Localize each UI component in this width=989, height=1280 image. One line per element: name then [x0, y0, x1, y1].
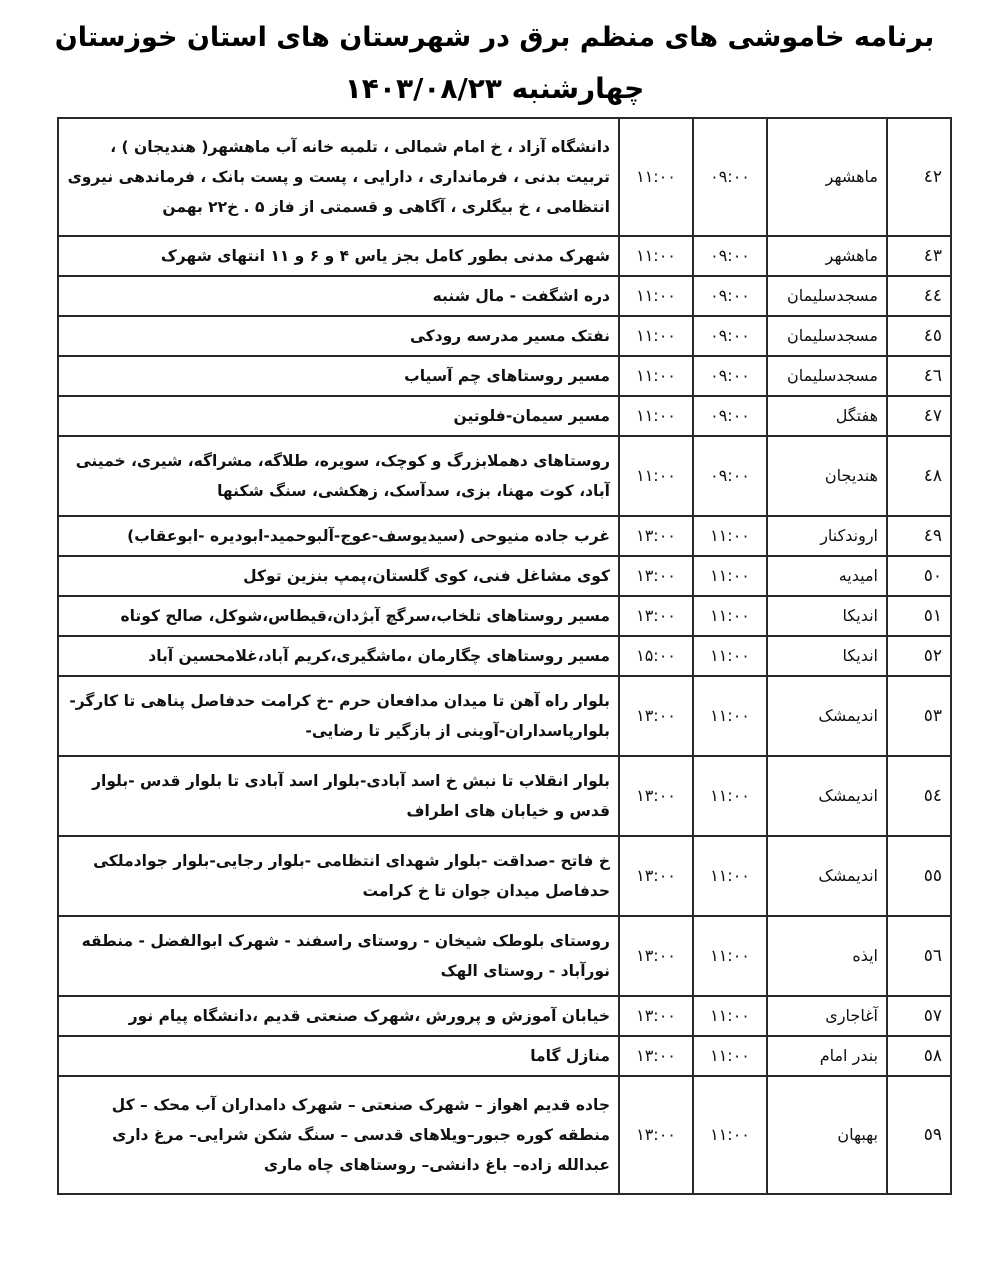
- start-time-cell: ۰۹:۰۰: [693, 396, 767, 436]
- city-cell: اندیکا: [767, 636, 887, 676]
- areas-cell: غرب جاده منیوحی (سیدیوسف-عوج-آلبوحمید-ابودیره -ابوعقاب): [58, 516, 619, 556]
- table-row: [58, 1036, 951, 1076]
- row-number: ٤٩: [887, 516, 951, 556]
- start-time-cell: ۱۱:۰۰: [693, 516, 767, 556]
- row-number: ٥٤: [887, 756, 951, 836]
- areas-cell: دانشگاه آزاد ، خ امام شمالی ، تلمبه خانه آب ماهشهر( هندیجان ) ، تربیت بدنی ، فرمانداری ، دارایی ، پست و پست بانک ، فرماندهی نیروی انتظامی ، خ بیگلری ، آگاهی و قسمتی از فاز ۵ . خ۲۲ بهمن: [58, 118, 619, 236]
- start-time-cell: ۰۹:۰۰: [693, 276, 767, 316]
- table-row: [58, 916, 951, 996]
- row-number: ٤٧: [887, 396, 951, 436]
- areas-cell: مسیر روستاهای تلخاب،سرگچ آبژدان،قیطاس،شوکل، صالح کوتاه: [58, 596, 619, 636]
- city-cell: اندیکا: [767, 596, 887, 636]
- row-number: ٥٩: [887, 1076, 951, 1194]
- end-time-cell: ۱۱:۰۰: [619, 118, 693, 236]
- table-row: [58, 1076, 951, 1194]
- table-row: [58, 676, 951, 756]
- table-row: [58, 516, 951, 556]
- table-row: [58, 436, 951, 516]
- city-cell: امیدیه: [767, 556, 887, 596]
- areas-cell: منازل گاما: [58, 1036, 619, 1076]
- areas-cell: مسیر روستاهای چگارمان ،ماشگیری،کریم آباد،غلامحسین آباد: [58, 636, 619, 676]
- city-cell: ایذه: [767, 916, 887, 996]
- areas-cell: روستای بلوطک شیخان - روستای راسفند - شهرک ابوالفضل - منطقه نورآباد - روستای الهک: [58, 916, 619, 996]
- city-cell: مسجدسلیمان: [767, 276, 887, 316]
- row-number: ٥٧: [887, 996, 951, 1036]
- table-row: [58, 118, 951, 236]
- city-cell: اندیمشک: [767, 756, 887, 836]
- end-time-cell: ۱۳:۰۰: [619, 916, 693, 996]
- table-row: [58, 276, 951, 316]
- start-time-cell: ۱۱:۰۰: [693, 1076, 767, 1194]
- start-time-cell: ۰۹:۰۰: [693, 436, 767, 516]
- start-time-cell: ۱۱:۰۰: [693, 916, 767, 996]
- city-cell: اندیمشک: [767, 836, 887, 916]
- start-time-cell: ۰۹:۰۰: [693, 118, 767, 236]
- city-cell: اروندکنار: [767, 516, 887, 556]
- table-row: [58, 596, 951, 636]
- areas-cell: خ فاتح -صداقت -بلوار شهدای انتظامی -بلوار رجایی-بلوار جوادملکی حدفاصل میدان جوان تا خ کرامت: [58, 836, 619, 916]
- end-time-cell: ۱۳:۰۰: [619, 756, 693, 836]
- city-cell: آغاجاری: [767, 996, 887, 1036]
- end-time-cell: ۱۳:۰۰: [619, 1076, 693, 1194]
- row-number: ٤٢: [887, 118, 951, 236]
- start-time-cell: ۰۹:۰۰: [693, 316, 767, 356]
- row-number: ٤٨: [887, 436, 951, 516]
- start-time-cell: ۱۱:۰۰: [693, 1036, 767, 1076]
- end-time-cell: ۱۱:۰۰: [619, 436, 693, 516]
- row-number: ٤٤: [887, 276, 951, 316]
- row-number: ٥٠: [887, 556, 951, 596]
- areas-cell: خیابان آموزش و پرورش ،شهرک صنعتی قدیم ،دانشگاه پیام نور: [58, 996, 619, 1036]
- table-row: [58, 836, 951, 916]
- city-cell: بهبهان: [767, 1076, 887, 1194]
- row-number: ٥١: [887, 596, 951, 636]
- row-number: ٥٨: [887, 1036, 951, 1076]
- end-time-cell: ۱۳:۰۰: [619, 556, 693, 596]
- start-time-cell: ۱۱:۰۰: [693, 676, 767, 756]
- end-time-cell: ۱۱:۰۰: [619, 356, 693, 396]
- end-time-cell: ۱۱:۰۰: [619, 316, 693, 356]
- start-time-cell: ۰۹:۰۰: [693, 236, 767, 276]
- end-time-cell: ۱۵:۰۰: [619, 636, 693, 676]
- row-number: ٥٣: [887, 676, 951, 756]
- table-row: [58, 236, 951, 276]
- row-number: ٥٢: [887, 636, 951, 676]
- end-time-cell: ۱۳:۰۰: [619, 996, 693, 1036]
- end-time-cell: ۱۳:۰۰: [619, 676, 693, 756]
- city-cell: مسجدسلیمان: [767, 316, 887, 356]
- table-row: [58, 996, 951, 1036]
- end-time-cell: ۱۳:۰۰: [619, 596, 693, 636]
- city-cell: هفتگل: [767, 396, 887, 436]
- areas-cell: جاده قدیم اهواز – شهرک صنعتی – شهرک دامداران آب محک – کل منطقه کوره جبور–ویلاهای قدسی – سنگ شکن شرایی– مرغ داری عبدالله زاده– باغ دانشی– روستاهای چاه ماری: [58, 1076, 619, 1194]
- row-number: ٥٥: [887, 836, 951, 916]
- city-cell: اندیمشک: [767, 676, 887, 756]
- outage-schedule-table: [57, 117, 952, 1195]
- page-title: برنامه خاموشی های منظم برق در شهرستان های استان خوزستان: [54, 22, 935, 53]
- city-cell: ماهشهر: [767, 236, 887, 276]
- end-time-cell: ۱۳:۰۰: [619, 1036, 693, 1076]
- table-row: [58, 636, 951, 676]
- start-time-cell: ۱۱:۰۰: [693, 836, 767, 916]
- table-row: [58, 396, 951, 436]
- city-cell: بندر امام: [767, 1036, 887, 1076]
- end-time-cell: ۱۱:۰۰: [619, 236, 693, 276]
- areas-cell: بلوار راه آهن تا میدان مدافعان حرم -خ کرامت حدفاصل پناهی تا کارگر-بلوارپاسداران-آوینی از بازگیر تا رضایی-: [58, 676, 619, 756]
- end-time-cell: ۱۱:۰۰: [619, 276, 693, 316]
- end-time-cell: ۱۱:۰۰: [619, 396, 693, 436]
- start-time-cell: ۱۱:۰۰: [693, 556, 767, 596]
- areas-cell: مسیر روستاهای چم آسیاب: [58, 356, 619, 396]
- city-cell: هندیجان: [767, 436, 887, 516]
- areas-cell: روستاهای دهملابزرگ و کوچک، سویره، طلاگه، مشراگه، شیری، خمینی آباد، کوت مهنا، بزی، سدآسک، زهکشی، سنگ شکنها: [58, 436, 619, 516]
- areas-cell: دره اشگفت - مال شنبه: [58, 276, 619, 316]
- end-time-cell: ۱۳:۰۰: [619, 836, 693, 916]
- end-time-cell: ۱۳:۰۰: [619, 516, 693, 556]
- date-heading: چهارشنبه ۱۴۰۳/۰۸/۲۳: [344, 72, 645, 105]
- row-number: ٤٣: [887, 236, 951, 276]
- areas-cell: بلوار انقلاب تا نبش خ اسد آبادی-بلوار اسد آبادی تا بلوار قدس -بلوار قدس و خیابان های اطراف: [58, 756, 619, 836]
- start-time-cell: ۱۱:۰۰: [693, 756, 767, 836]
- table-row: [58, 316, 951, 356]
- table-row: [58, 356, 951, 396]
- table-row: [58, 756, 951, 836]
- row-number: ٤٦: [887, 356, 951, 396]
- areas-cell: کوی مشاغل فنی، کوی گلستان،پمپ بنزین توکل: [58, 556, 619, 596]
- areas-cell: شهرک مدنی بطور کامل بجز یاس ۴ و ۶ و ۱۱ انتهای شهرک: [58, 236, 619, 276]
- start-time-cell: ۱۱:۰۰: [693, 636, 767, 676]
- start-time-cell: ۱۱:۰۰: [693, 596, 767, 636]
- row-number: ٤٥: [887, 316, 951, 356]
- table-row: [58, 556, 951, 596]
- city-cell: ماهشهر: [767, 118, 887, 236]
- areas-cell: مسیر سیمان-فلوتین: [58, 396, 619, 436]
- areas-cell: نفتک مسیر مدرسه رودکی: [58, 316, 619, 356]
- start-time-cell: ۰۹:۰۰: [693, 356, 767, 396]
- row-number: ٥٦: [887, 916, 951, 996]
- start-time-cell: ۱۱:۰۰: [693, 996, 767, 1036]
- city-cell: مسجدسلیمان: [767, 356, 887, 396]
